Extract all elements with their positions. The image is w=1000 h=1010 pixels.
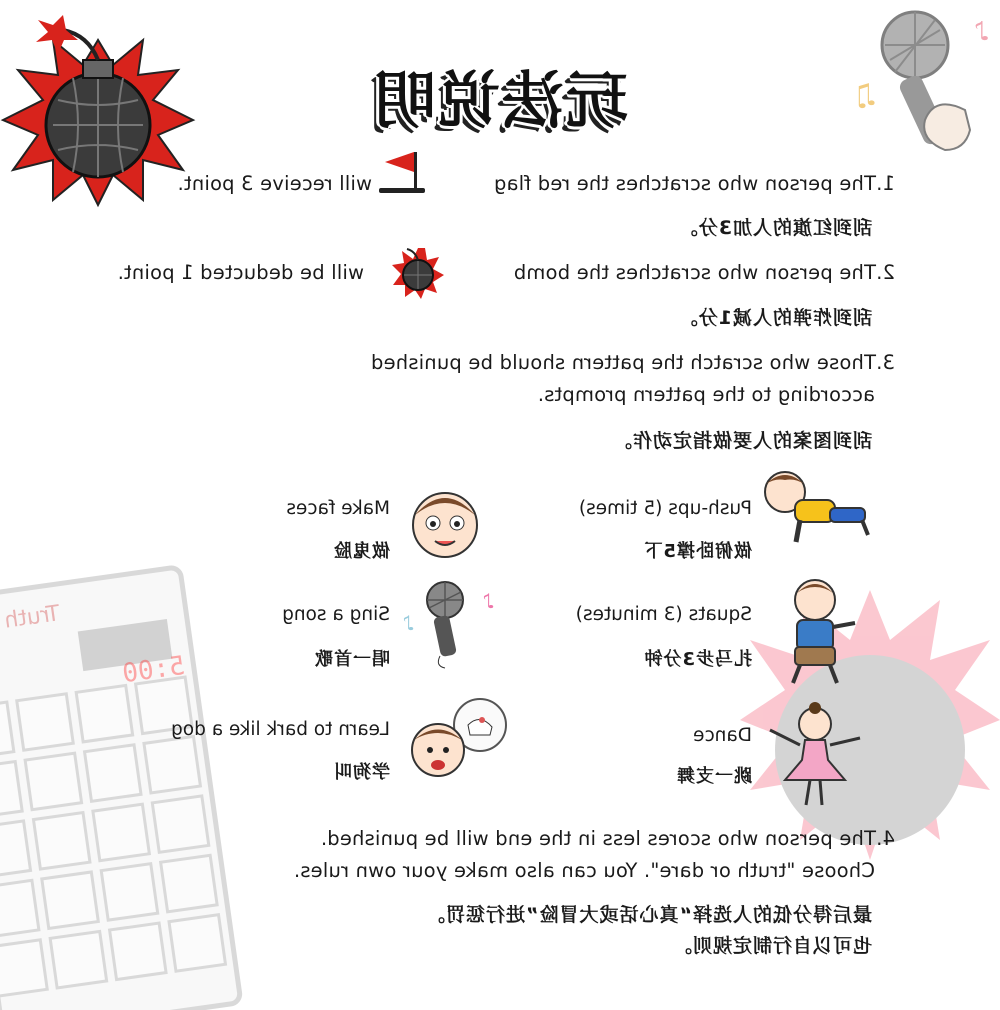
rule-1-text-start: 1.The person who scratches the red flag: [493, 172, 895, 195]
ballerina-icon: [770, 700, 860, 810]
squats-label: Squats (3 minutes): [575, 604, 752, 625]
sing-song-label: Sing a song: [282, 604, 390, 625]
svg-text:♫: ♫: [853, 78, 880, 113]
corner-microphone-icon: [855, 0, 1000, 180]
bark-label: Learn to bark like a dog: [171, 719, 390, 740]
rule-3-chinese: 刮到图案的人要做指定动作。: [611, 430, 872, 452]
dance-label: Dance: [693, 725, 752, 746]
squat-boy-icon: [775, 575, 855, 685]
scoreboard-background: [0, 570, 230, 1010]
bark-chinese: 学狗叫: [333, 762, 390, 783]
corner-bomb-icon: [0, 10, 198, 210]
rule-4-line-1: 4.The person who scores less in the end will be punished.: [320, 827, 895, 850]
svg-text:♪: ♪: [402, 611, 415, 635]
make-faces-label: Make faces: [286, 498, 390, 519]
dance-chinese: 跳一支舞: [676, 766, 752, 787]
microphone-icon: [395, 578, 495, 668]
pushups-chinese: 做俯卧撑5下: [643, 541, 752, 562]
sing-song-chinese: 唱一首歌: [314, 649, 390, 670]
pushups-label: Push-ups (5 times): [578, 498, 752, 519]
rule-1-chinese: 刮到红旗的人加3分。: [677, 217, 872, 239]
page-title: 玩法说明: [372, 63, 629, 137]
rule-4-line-2: Choose "truth or dare". You can also make your own rules.: [293, 859, 875, 882]
rule-3-line-2: according to the pattern prompts.: [537, 383, 875, 406]
pushup-boy-icon: [760, 470, 870, 550]
scoreboard-timer: 5:00: [120, 650, 187, 690]
make-faces-chinese: 做鬼脸: [333, 541, 390, 562]
rule-4-chinese-line-2: 也可以自行制定规则。: [671, 935, 872, 957]
bomb-icon: [391, 245, 445, 299]
scoreboard-label: Truth: [2, 601, 62, 634]
rule-4-chinese-line-1: 最后得分低的人选择“真心话或大冒险”进行惩罚。: [425, 904, 872, 926]
rule-3-line-1: 3.Those who scratch the pattern should be punished: [370, 351, 895, 374]
svg-text:♪: ♪: [482, 589, 495, 613]
svg-text:♪: ♪: [973, 17, 990, 47]
rule-2-text-end: will be deducted 1 point.: [117, 261, 364, 284]
rule-2-chinese: 刮到炸弹的人减1分。: [677, 307, 872, 329]
barking-boy-icon: [395, 695, 510, 785]
funny-face-icon: [405, 483, 485, 563]
red-flag-icon: [379, 150, 425, 196]
rule-1-text-end: will receive 3 point.: [177, 172, 372, 195]
rule-2-text-start: 2.The person who scratches the bomb: [513, 261, 895, 284]
squats-chinese: 扎马步3分钟: [643, 649, 752, 670]
